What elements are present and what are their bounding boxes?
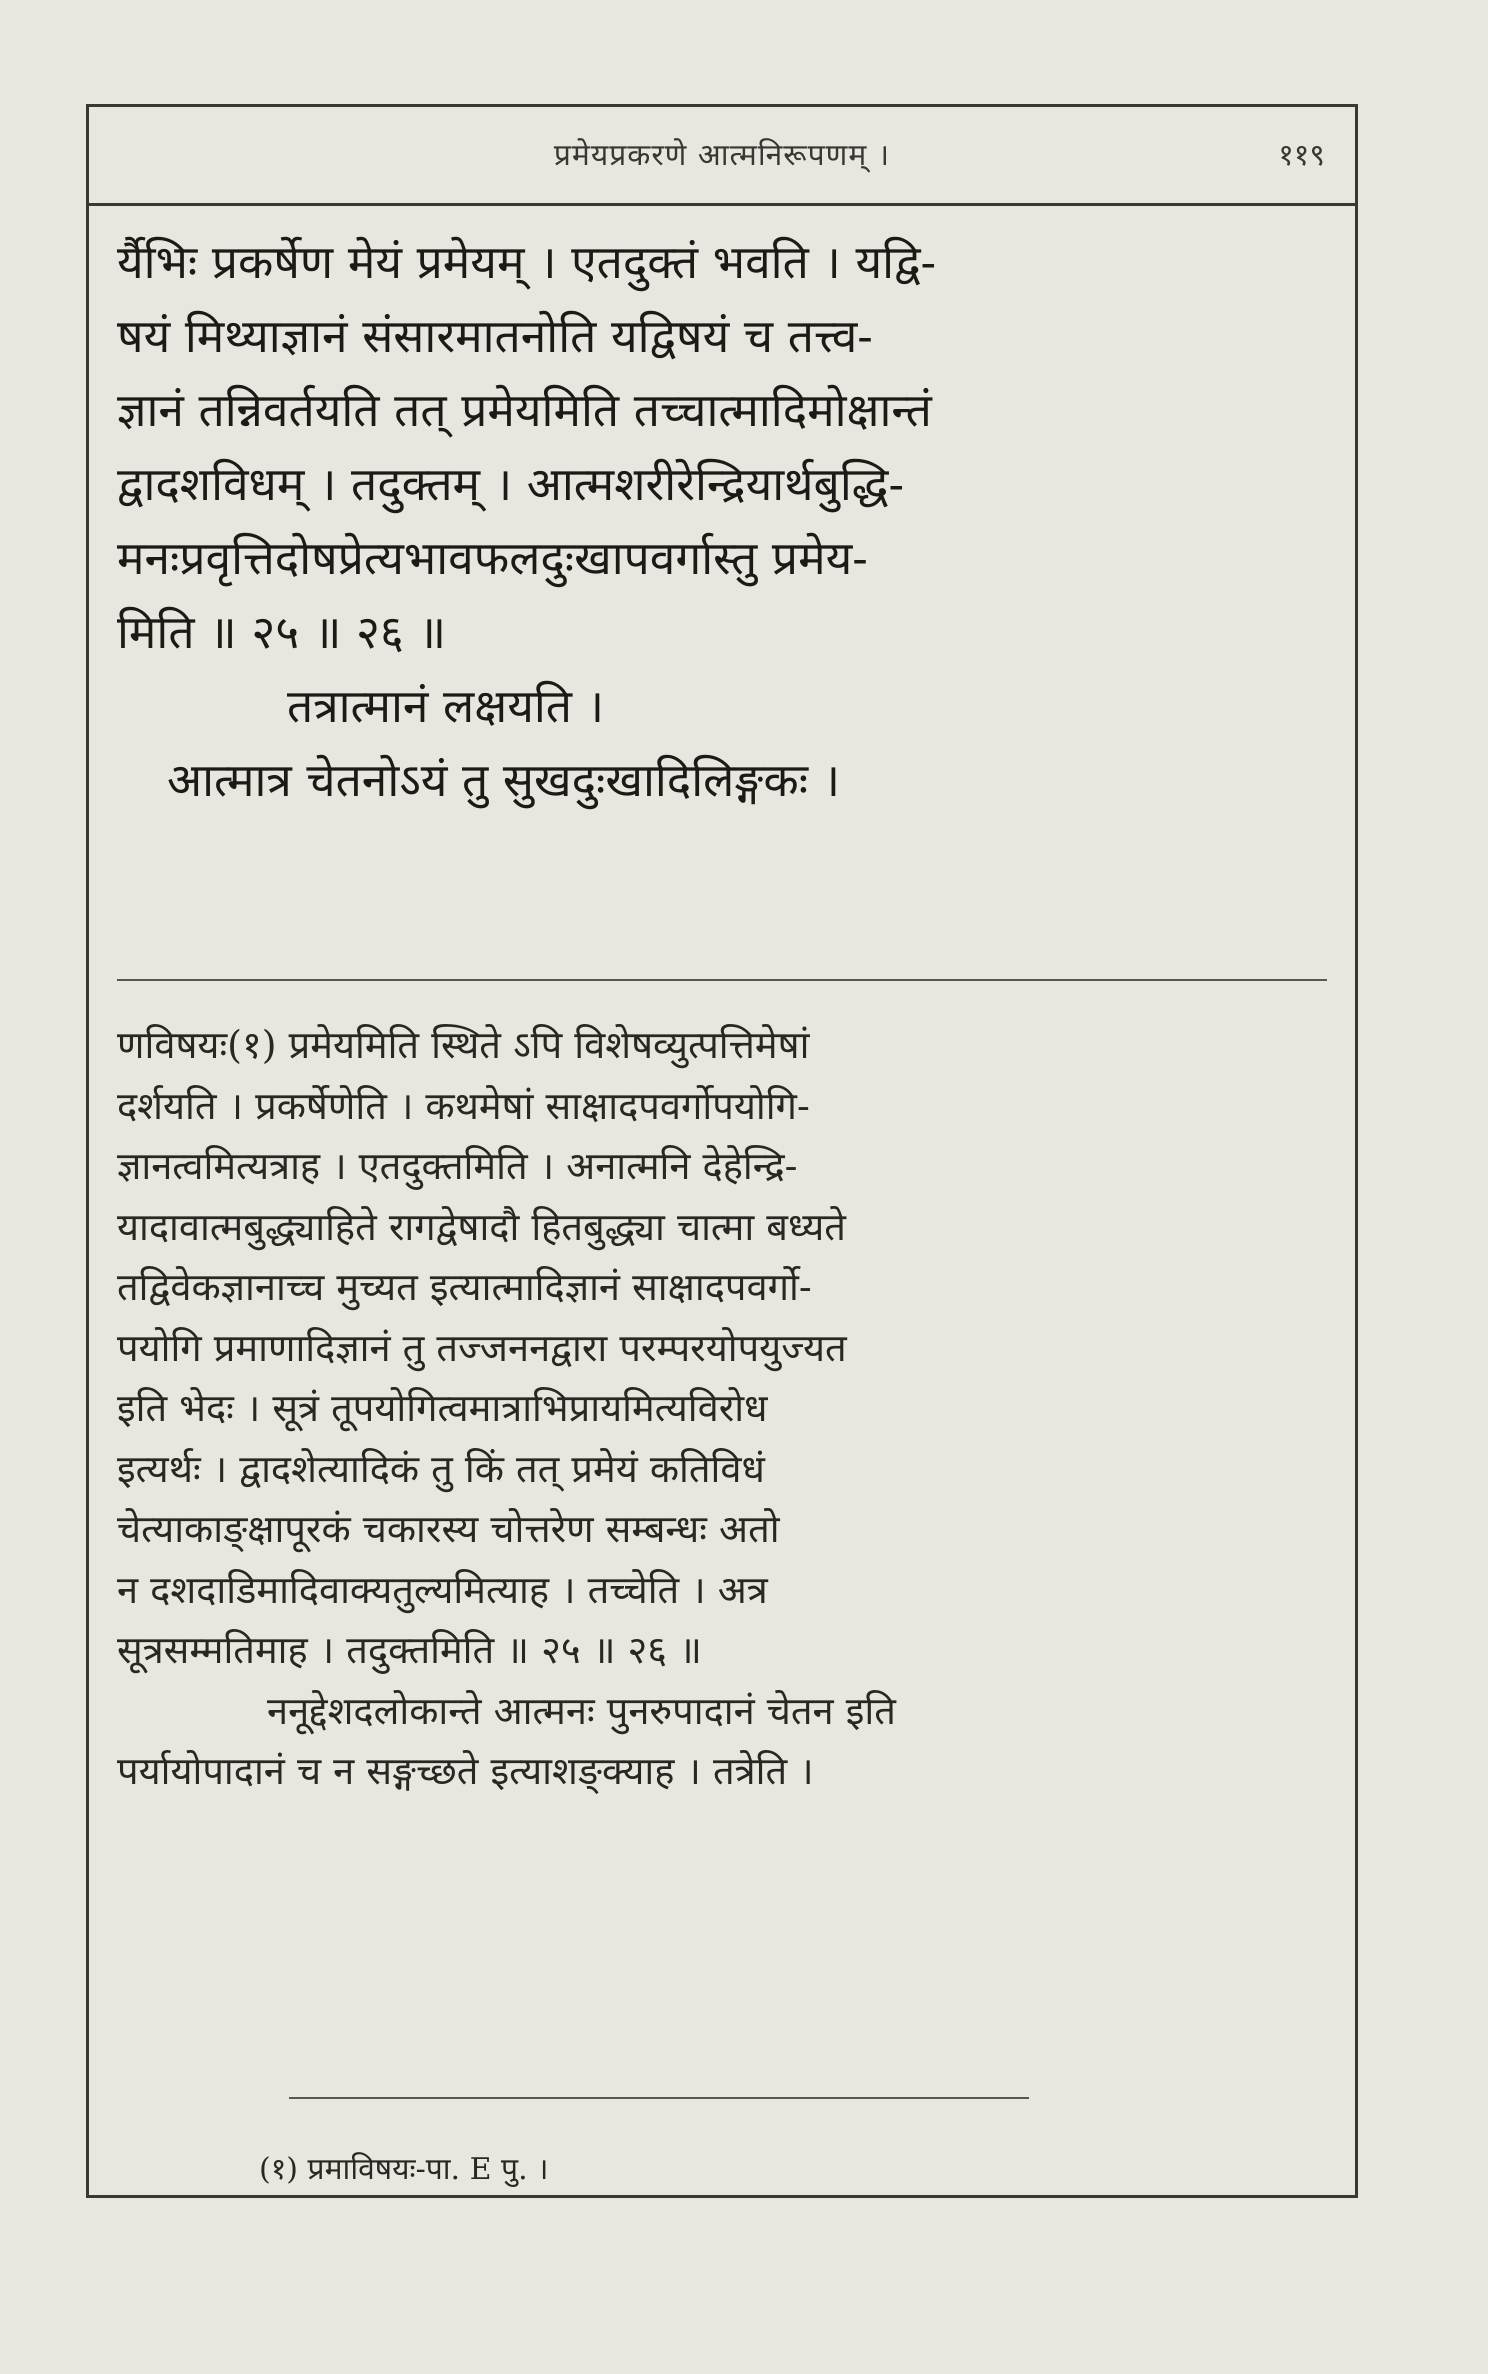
main-text — [117, 225, 1327, 817]
commentary-line: तद्विवेकज्ञानाच्च मुच्यत इत्यात्मादिज्ञानं साक्षादपवर्गो- — [117, 1265, 812, 1309]
commentary-line: चेत्याकाङ्क्षापूरकं चकारस्य चोत्तरेण सम्बन्धः अतो — [117, 1507, 780, 1551]
main-line: मनःप्रवृत्तिदोषप्रेत्यभावफलदुःखापवर्गास्तु प्रमेय- — [117, 531, 868, 585]
footnote: (१) प्रमाविषयः-पा. E पु. । — [259, 2152, 549, 2187]
main-line: ज्ञानं तन्निवर्तयति तत् प्रमेयमिति तच्चात्मादिमोक्षान्तं — [117, 383, 932, 437]
footnote-divider — [289, 2097, 1029, 2099]
main-line: मिति ॥ २५ ॥ २६ ॥ — [117, 605, 447, 659]
commentary-line: ज्ञानत्वमित्यत्राह । एतदुक्तमिति । अनात्मनि देहेन्द्रि- — [117, 1144, 798, 1188]
commentary-line: दर्शयति । प्रकर्षेणेति । कथमेषां साक्षादपवर्गोपयोगि- — [117, 1083, 810, 1128]
commentary-text — [117, 1015, 1327, 1802]
commentary-line: यादावात्मबुद्ध्याहिते रागद्वेषादौ हितबुद्ध्या चात्मा बध्यते — [117, 1204, 846, 1249]
running-header — [89, 107, 1355, 206]
commentary-line: पयोगि प्रमाणादिज्ञानं तु तज्जननद्वारा परम्परयोपयुज्यत — [117, 1325, 847, 1370]
commentary-line: सूत्रसम्मतिमाह । तदुक्तमिति ॥ २५ ॥ २६ ॥ — [117, 1628, 702, 1672]
header-title: प्रमेयप्रकरणे आत्मनिरूपणम् । — [553, 138, 891, 173]
commentary-line: इत्यर्थः । द्वादशेत्यादिकं तु किं तत् प्रमेयं कतिविधं — [117, 1446, 765, 1491]
commentary-line: इति भेदः । सूत्रं तूपयोगित्वमात्राभिप्रायमित्यविरोध — [117, 1386, 768, 1430]
commentary-line: णविषयः(१) प्रमेयमिति स्थिते ऽपि विशेषव्युत्पत्तिमेषां — [117, 1023, 810, 1067]
commentary-line: न दशदाडिमादिवाक्यतुल्यमित्याह । तच्चेति । अत्र — [117, 1567, 768, 1612]
verse-line: आत्मात्र चेतनोऽयं तु सुखदुःखादिलिङ्गकः । — [167, 753, 841, 807]
intro-line: तत्रात्मानं लक्षयति । — [287, 679, 605, 733]
page-number: ११९ — [1278, 138, 1325, 173]
section-divider — [117, 979, 1327, 981]
commentary-line: ननूद्देशदलोकान्ते आत्मनः पुनरुपादानं चेतन इति — [267, 1688, 896, 1733]
commentary-line: पर्यायोपादानं च न सङ्गच्छते इत्याशङ्क्याह । तत्रेति । — [117, 1749, 814, 1793]
main-line: द्वादशविधम् । तदुक्तम् । आत्मशरीरेन्द्रियार्थबुद्धि- — [117, 457, 905, 511]
main-line: षयं मिथ्याज्ञानं संसारमातनोति यद्विषयं च तत्त्व- — [117, 309, 873, 363]
main-line: र्यैभिः प्रकर्षेण मेयं प्रमेयम् । एतदुक्तं भवति । यद्वि- — [117, 235, 937, 289]
page-frame — [86, 104, 1358, 2198]
